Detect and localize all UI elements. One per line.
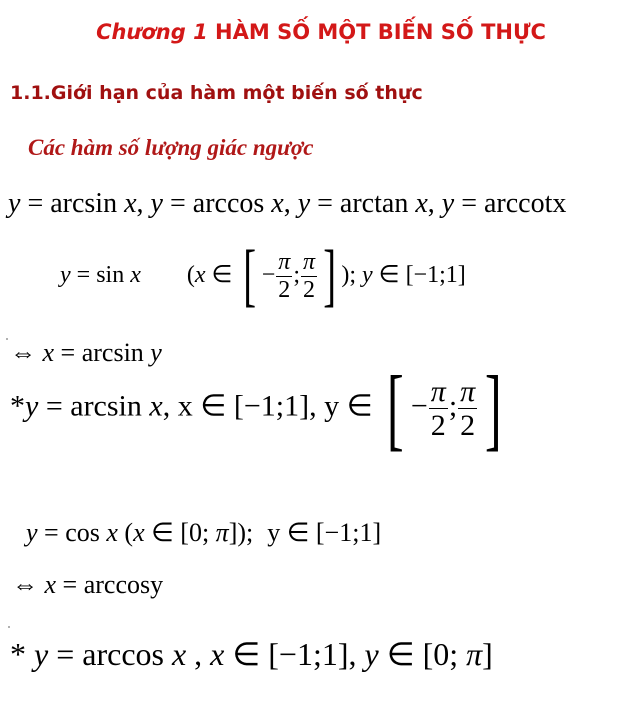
- formula-line-2-text: y = sin x (x ∈ [ − $\frac{\pi}{2}$ ; $\frac{\pi}{2}$ ] ); y ∈ [−1;1]: [60, 237, 466, 314]
- formula-line-3: ⇔ x = arcsin y: [10, 338, 162, 367]
- formula-line-4: *y = arcsin x, x ∈ [−1;1], y ∈ [ − $\frac{\pi}{2}$ ; $\frac{\pi}{2}$ ]: [10, 357, 502, 459]
- formula-line-7: * y = arccos x , x ∈ [−1;1], y ∈ [0; π]: [10, 636, 493, 672]
- formula-line-1: y = arcsin x, y = arccos x, y = arctan x, y = arccotx: [8, 188, 567, 219]
- formula-line-6: ⇔ x = arccosy: [12, 570, 164, 599]
- speck: [6, 338, 8, 340]
- chapter-title: [0, 20, 642, 44]
- formula-line-5: y = cos x (x ∈ [0; π]); y ∈ [−1;1]: [26, 518, 382, 547]
- section-title: 1.1.Giới hạn của hàm một biến số thực: [10, 82, 423, 104]
- subsection-title: Các hàm số lượng giác ngược: [28, 135, 314, 160]
- speck: [8, 626, 10, 628]
- chapter-prefix: Chương 1: [96, 20, 208, 44]
- formula-line-2: [60, 237, 466, 314]
- chapter-title-text: HÀM SỐ MỘT BIẾN SỐ THỰC: [215, 20, 546, 44]
